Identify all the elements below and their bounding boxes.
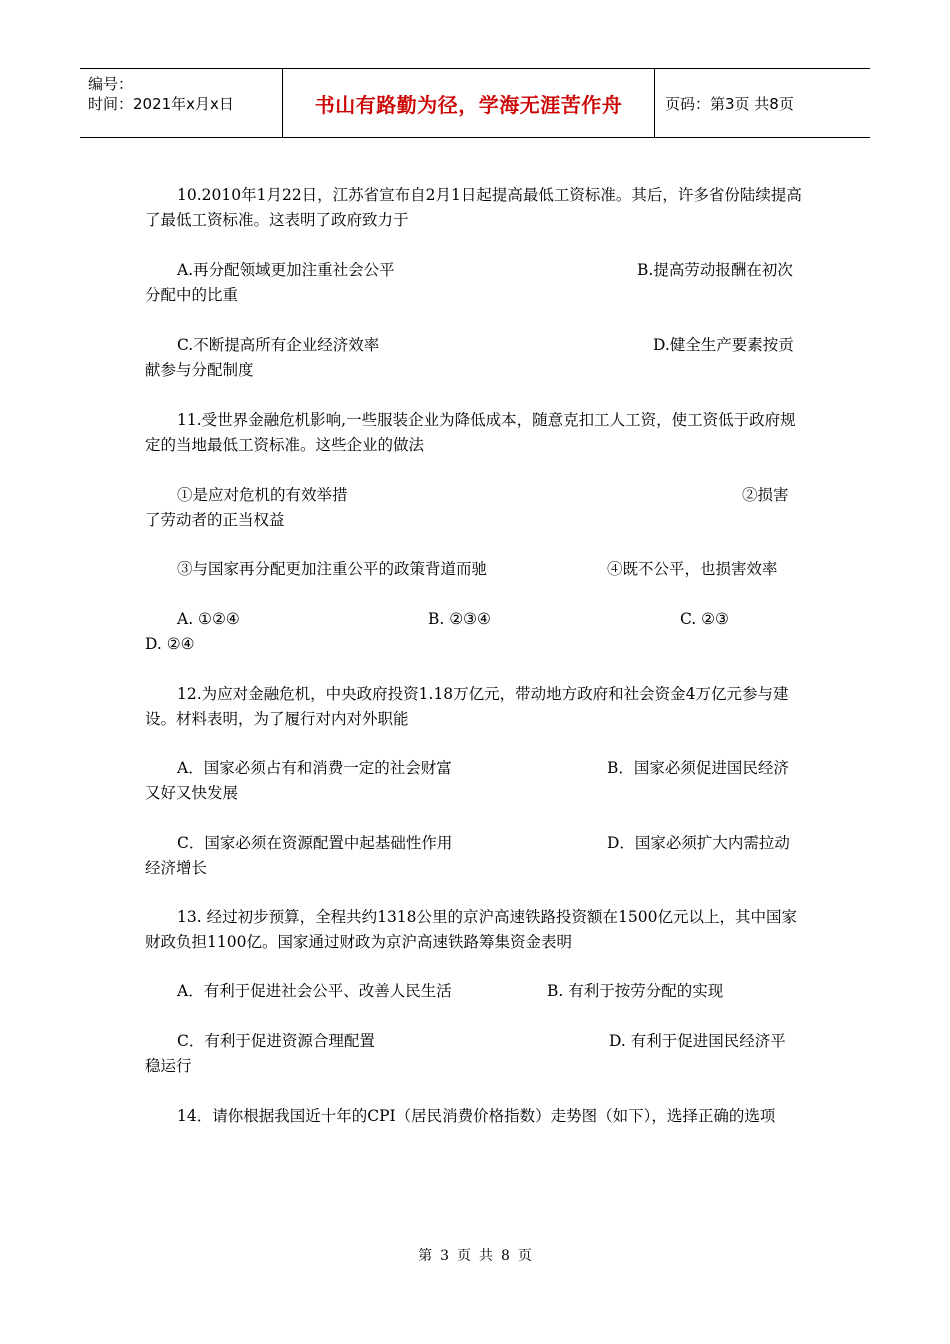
header-left-cell [80,69,283,137]
question-stem: 14．请你根据我国近十年的CPI（居民消费价格指数）走势图（如下），选择正确的选项 [177,1107,776,1125]
statement-4: ④既不公平，也损害效率 [607,560,778,578]
option-b: B. 有利于按劳分配的实现 [547,982,724,1000]
choice-d: D. ②④ [145,635,195,653]
serial-label: 编号： [88,75,134,93]
question-stem: 12.为应对金融危机，中央政府投资1.18万亿元，带动地方政府和社会资金4万亿元参与建设。材料表明，为了履行对内对外职能 [145,685,789,728]
choice-row [145,607,810,657]
option-d: D.健全生产要素按贡 [653,336,794,354]
choice-b: B. ②③④ [428,610,491,628]
option-d-continued: 献参与分配制度 [145,361,254,379]
question-12 [145,682,810,732]
header-motto: 书山有路勤为径，学海无涯苦作舟 [314,92,623,117]
question-13 [145,905,810,955]
footer-current-page: 3 [440,1248,449,1264]
option-row [145,483,810,533]
option-c: C.不断提高所有企业经济效率 [177,336,380,354]
footer-text: 页 [517,1248,532,1264]
question-10 [145,183,810,233]
option-row [145,756,810,806]
option-row [145,831,810,881]
option-c: C．国家必须在资源配置中起基础性作用 [177,834,453,852]
question-11 [145,408,810,458]
question-14 [145,1104,810,1129]
header-motto-cell [283,69,655,137]
page-header [80,68,870,138]
option-row [145,979,810,1029]
footer-text: 页 [457,1248,471,1264]
question-stem: 11.受世界金融危机影响,一些服装企业为降低成本，随意克扣工人工资，使工资低于政府规定的当地最低工资标准。这些企业的做法 [145,411,796,454]
question-stem: 10.2010年1月22日，江苏省宣布自2月1日起提高最低工资标准。其后，许多省份陆续提高了最低工资标准。这表明了政府致力于 [145,186,802,229]
option-b: B．国家必须促进国民经济 [607,759,789,777]
option-a: A.再分配领域更加注重社会公平 [177,261,395,279]
option-d-continued: 稳运行 [145,1057,192,1075]
statement-2: ②损害 [742,486,789,504]
time-label: 时间：2021年x月x日 [88,95,234,113]
option-b-continued: 又好又快发展 [145,784,239,802]
option-row [145,1029,810,1079]
option-row [145,258,810,308]
option-b-continued: 分配中的比重 [145,286,239,304]
option-a: A．国家必须占有和消费一定的社会财富 [177,759,452,777]
option-b: B.提高劳动报酬在初次 [637,261,793,279]
option-d: D．国家必须扩大内需拉动 [607,834,790,852]
option-c: C．有利于促进资源合理配置 [177,1032,375,1050]
statement-1: ①是应对危机的有效举措 [177,486,348,504]
option-row [145,557,810,607]
option-a: A．有利于促进社会公平、改善人民生活 [177,982,452,1000]
choice-c: C. ②③ [680,610,729,628]
footer-total-pages: 8 [501,1248,510,1264]
footer-text: 共 [479,1248,493,1264]
statement-3: ③与国家再分配更加注重公平的政策背道而驰 [177,560,488,578]
option-d: D. 有利于促进国民经济平 [609,1032,786,1050]
choice-a: A. ①②④ [177,610,240,628]
header-page-label: 页码：第3页 共8页 [665,94,794,113]
option-row [145,333,810,383]
header-page-cell [655,69,870,137]
option-d-continued: 经济增长 [145,859,208,877]
footer-text: 第 [418,1248,433,1264]
statement-2-continued: 了劳动者的正当权益 [145,511,285,529]
question-stem: 13. 经过初步预算，全程共约1318公里的京沪高速铁路投资额在1500亿元以上，其中国家财政负担1100亿。国家通过财政为京沪高速铁路筹集资金表明 [145,908,797,951]
page-footer [0,1245,950,1265]
